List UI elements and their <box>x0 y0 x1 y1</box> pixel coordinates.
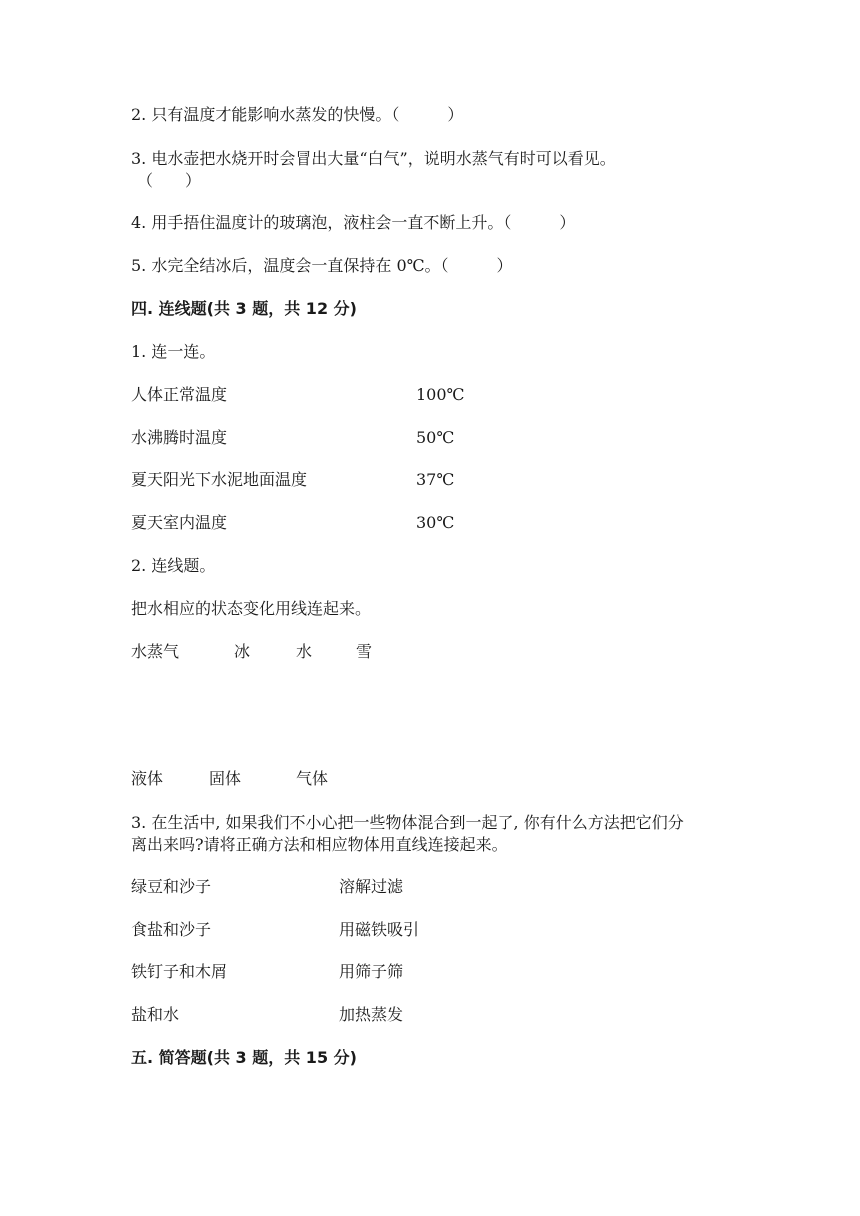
q3-right-item: 溶解过滤 <box>339 877 404 896</box>
q3-left-item: 食盐和沙子 <box>131 920 212 939</box>
judgement-item-3: 3. 电水壶把水烧开时会冒出大量“白气”，说明水蒸气有时可以看见。 <box>131 149 616 168</box>
q3-left-item: 盐和水 <box>131 1005 180 1024</box>
judgement-item-2: 2. 只有温度才能影响水蒸发的快慢。（ ） <box>131 105 464 124</box>
q1-left-item: 夏天室内温度 <box>131 513 228 532</box>
q2-bottom-item: 固体 <box>209 769 242 788</box>
q2-top-item: 水 <box>296 642 313 661</box>
judgement-item-5: 5. 水完全结冰后，温度会一直保持在 0℃。（ ） <box>131 256 513 275</box>
q1-left-item: 夏天阳光下水泥地面温度 <box>131 470 308 489</box>
q2-instruction: 把水相应的状态变化用线连起来。 <box>131 599 372 618</box>
q3-left-item: 绿豆和沙子 <box>131 877 212 896</box>
q1-left-item: 人体正常温度 <box>131 385 228 404</box>
section-5-heading: 五. 简答题(共 3 题，共 15 分) <box>131 1048 357 1067</box>
q1-right-item: 30℃ <box>416 513 455 532</box>
q2-bottom-item: 气体 <box>296 769 329 788</box>
q2-bottom-item: 液体 <box>131 769 164 788</box>
q1-title: 1. 连一连。 <box>131 342 216 361</box>
q3-right-item: 用磁铁吸引 <box>339 920 420 939</box>
judgement-item-4: 4. 用手捂住温度计的玻璃泡，液柱会一直不断上升。（ ） <box>131 213 576 232</box>
q1-right-item: 100℃ <box>416 385 465 404</box>
judgement-item-3-paren: （ ） <box>137 171 202 190</box>
q2-title: 2. 连线题。 <box>131 556 216 575</box>
q3-right-item: 加热蒸发 <box>339 1005 404 1024</box>
q1-right-item: 50℃ <box>416 428 455 447</box>
q2-top-item: 雪 <box>356 642 373 661</box>
q2-top-item: 水蒸气 <box>131 642 180 661</box>
q3-question-line-2: 离出来吗?请将正确方法和相应物体用直线连接起来。 <box>131 835 508 854</box>
q1-left-item: 水沸腾时温度 <box>131 428 228 447</box>
q3-right-item: 用筛子筛 <box>339 962 404 981</box>
q1-right-item: 37℃ <box>416 470 455 489</box>
section-4-heading: 四. 连线题(共 3 题，共 12 分) <box>131 299 357 318</box>
q3-question-line-1: 3. 在生活中, 如果我们不小心把一些物体混合到一起了, 你有什么方法把它们分 <box>131 813 684 832</box>
q3-left-item: 铁钉子和木屑 <box>131 962 228 981</box>
q2-top-item: 冰 <box>234 642 251 661</box>
